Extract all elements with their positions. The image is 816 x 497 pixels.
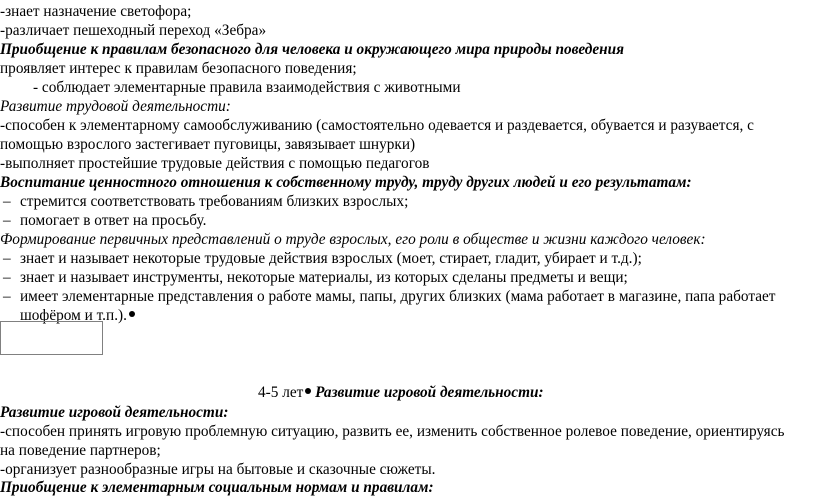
text-line: помощью взрослого застегивает пуговицы, завязывает шнурки) [0, 136, 416, 153]
list-item-text: стремится соответствовать требованиям близких взрослых; [20, 193, 409, 210]
section-heading: Развитие игровой деятельности: [0, 404, 229, 421]
text-line: -знает назначение светофора; [0, 3, 192, 20]
age-label: 4-5 лет [258, 384, 304, 401]
dash-bullet: – [3, 288, 11, 305]
list-item-text: знает и называет инструменты, некоторые материалы, из которых сделаны предметы и вещи; [20, 269, 628, 286]
age-heading-line [258, 383, 544, 402]
text-line: -способен принять игровую проблемную ситуацию, развить ее, изменить собственное ролевое поведение, ориентируясь [0, 423, 785, 440]
list-item-text: знает и называет некоторые трудовые действия взрослых (моет, стирает, гладит, убирает и т.д.); [20, 250, 642, 267]
text-line: -способен к элементарному самообслуживанию (самостоятельно одевается и раздевается, обувается и разувается, с [0, 117, 754, 134]
section-heading: Приобщение к элементарным социальным нормам и правилам: [0, 479, 434, 496]
text-line: проявляет интерес к правилам безопасного поведения; [0, 60, 357, 77]
text-line: на поведение партнеров; [0, 442, 161, 459]
dash-bullet: – [3, 212, 11, 229]
text-line: -различает пешеходный переход «Зебра» [0, 22, 267, 39]
list-item-text: помогает в ответ на просьбу. [20, 212, 207, 229]
section-heading: Приобщение к правилам безопасного для человека и окружающего мира природы поведения [0, 41, 624, 58]
text-line: - соблюдает элементарные правила взаимодействия с животными [33, 79, 461, 96]
subsection-heading: Развитие трудовой деятельности: [0, 98, 231, 115]
dash-bullet: – [3, 193, 11, 210]
dash-bullet: – [3, 250, 11, 267]
text-line: -выполняет простейшие трудовые действия с помощью педагогов [0, 155, 430, 172]
section-heading: Воспитание ценностного отношения к собственному труду, труду других людей и его результатам: [0, 174, 692, 191]
subsection-heading: Формирование первичных представлений о труде взрослых, его роли в обществе и жизни каждого человек: [0, 231, 706, 248]
list-item-text: шофёром и т.п.). [20, 307, 127, 324]
dash-bullet: – [3, 269, 11, 286]
list-item-text: имеет элементарные представления о работе мамы, папы, других близких (мама работает в магазине, папа работает [20, 288, 776, 305]
bullet-dot-icon [305, 388, 311, 394]
empty-frame [0, 321, 103, 355]
text-line: -организует разнообразные игры на бытовые и сказочные сюжеты. [0, 461, 436, 478]
bullet-dot-icon [129, 311, 135, 317]
age-section-title: Развитие игровой деятельности: [315, 384, 544, 401]
